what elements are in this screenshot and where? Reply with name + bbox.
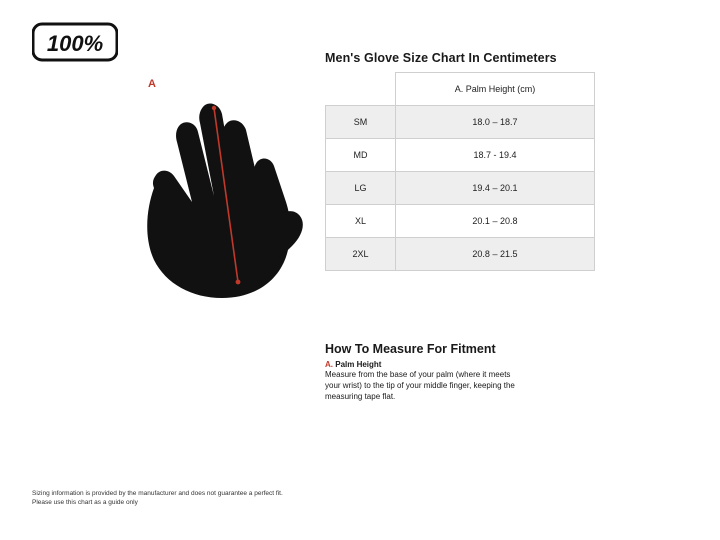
- howto-item-heading: [325, 360, 381, 369]
- cell-palm-height: 19.4 – 20.1: [395, 172, 594, 205]
- cell-palm-height: 18.7 - 19.4: [395, 139, 594, 172]
- table-row: [326, 238, 595, 271]
- table-row: [326, 205, 595, 238]
- cell-size: MD: [326, 139, 396, 172]
- header-cell-blank: [326, 73, 396, 106]
- table-header: [326, 73, 595, 106]
- svg-text:100%: 100%: [46, 31, 104, 56]
- size-chart-table: [325, 72, 595, 271]
- howto-title: How To Measure For Fitment: [325, 342, 496, 356]
- table-row: [326, 172, 595, 205]
- logo-shape: [33, 24, 117, 60]
- table-row: [326, 139, 595, 172]
- footer-line-1: Sizing information is provided by the manufacturer and does not guarantee a perfect fit.: [32, 490, 283, 497]
- footer-disclaimer: [32, 489, 332, 508]
- cell-palm-height: 18.0 – 18.7: [395, 106, 594, 139]
- cell-palm-height: 20.1 – 20.8: [395, 205, 594, 238]
- measure-point-label-a: A: [148, 78, 157, 90]
- chart-title: Men's Glove Size Chart In Centimeters: [325, 51, 557, 65]
- cell-size: 2XL: [326, 238, 396, 271]
- table-row: [326, 106, 595, 139]
- cell-size: LG: [326, 172, 396, 205]
- howto-item-text: Measure from the base of your palm (where it meets your wrist) to the tip of your middle finger, keeping the measuring tape flat.: [325, 370, 515, 401]
- table-body: [326, 106, 595, 271]
- cell-palm-height: 20.8 – 21.5: [395, 238, 594, 271]
- brand-logo: [32, 22, 118, 62]
- hand-silhouette: [147, 103, 303, 298]
- cell-size: XL: [326, 205, 396, 238]
- footer-line-2: Please use this chart as a guide only: [32, 499, 138, 507]
- header-cell-palm-height: A. Palm Height (cm): [395, 73, 594, 106]
- cell-size: SM: [326, 106, 396, 139]
- howto-item-mark: A.: [325, 360, 333, 369]
- howto-item-label: Palm Height: [335, 360, 382, 369]
- hand-diagram: [96, 70, 326, 315]
- table-header-row: [326, 73, 595, 106]
